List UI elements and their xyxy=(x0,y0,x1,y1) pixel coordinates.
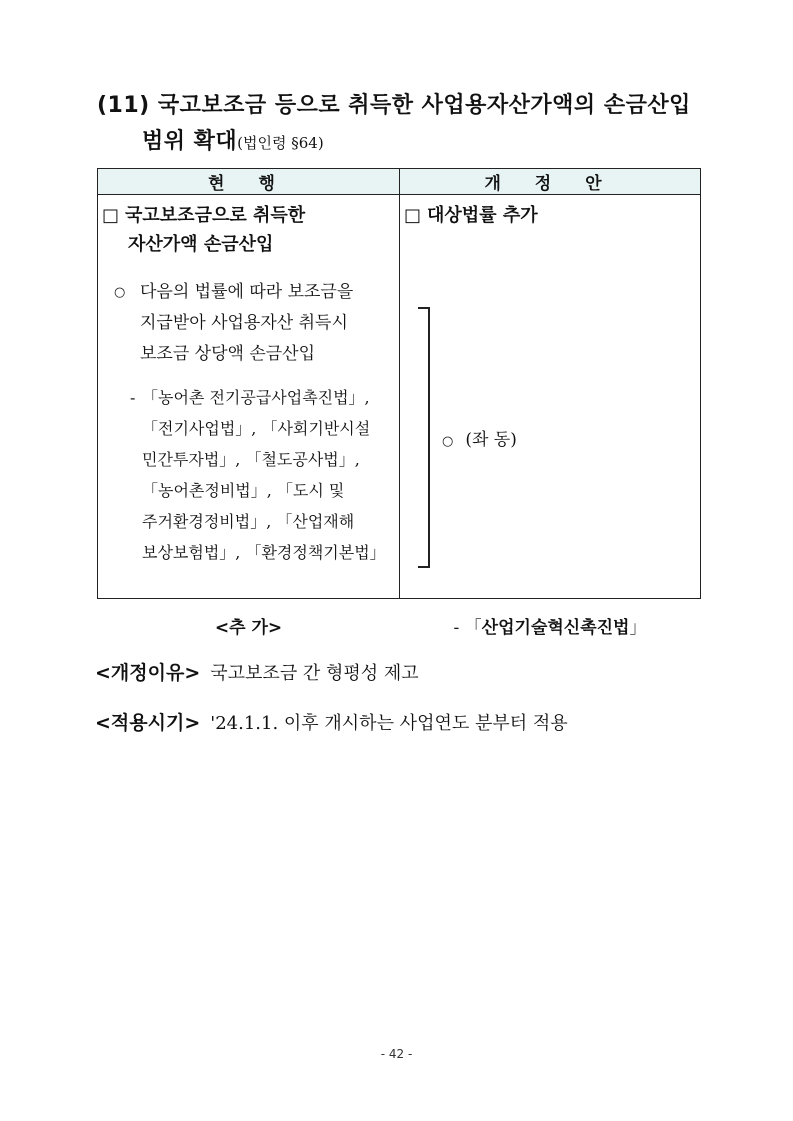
reason-label: <개정이유> xyxy=(95,662,201,684)
new-law-name: 산업기술혁신촉진법 xyxy=(481,618,630,638)
table-header-row xyxy=(98,169,701,195)
new-law-prefix: - xyxy=(453,618,465,638)
law-line: 민간투자법」, 「철도공사법」, xyxy=(142,450,360,469)
comparison-table xyxy=(97,168,701,638)
dash-marker: - xyxy=(130,388,136,407)
bullet-line: 보조금 상당액 손금산입 xyxy=(140,344,316,364)
circle-bullet-icon: ○ xyxy=(114,285,126,300)
bracket-bottom xyxy=(418,566,430,568)
law-list xyxy=(130,382,394,568)
bracket-top xyxy=(418,307,430,309)
current-heading-line2: 자산가액 손금산입 xyxy=(128,234,274,255)
section-number: (11) xyxy=(97,93,150,118)
reason-text: 국고보조금 간 형평성 제고 xyxy=(210,663,419,684)
law-line: 「농어촌정비법」, 「도시 및 xyxy=(142,481,345,500)
same-as-left xyxy=(442,425,517,450)
reason-note xyxy=(95,658,419,685)
checkbox-square-icon: □ xyxy=(404,205,422,226)
same-text: (좌 동) xyxy=(465,430,517,450)
section-title-line2: 범위 확대 xyxy=(142,129,238,154)
proposed-heading-text: 대상법률 추가 xyxy=(427,205,538,226)
new-law xyxy=(400,613,700,638)
current-heading xyxy=(102,201,399,259)
current-cell xyxy=(98,195,400,638)
proposed-heading xyxy=(404,201,700,230)
table-body-row xyxy=(98,195,701,599)
checkbox-square-icon: □ xyxy=(102,205,120,226)
current-bullet xyxy=(114,277,399,370)
proposed-cell xyxy=(400,195,701,638)
section-title-line1: 국고보조금 등으로 취득한 사업용자산가액의 손금산입 xyxy=(157,93,691,118)
page-number: - 42 - xyxy=(380,1047,413,1061)
section-title xyxy=(97,88,707,161)
law-line: 「전기사업법」, 「사회기반시설 xyxy=(142,419,371,438)
circle-bullet-icon: ○ xyxy=(442,434,454,449)
section-reference: (법인령 §64) xyxy=(237,134,324,152)
bullet-line: 지급받아 사업용자산 취득시 xyxy=(140,313,348,333)
apply-text: '24.1.1. 이후 개시하는 사업연도 분부터 적용 xyxy=(210,713,568,734)
law-line: 「농어촌 전기공급사업촉진법」, xyxy=(142,388,370,407)
law-line: 보상보험법」, 「환경정책기본법」 xyxy=(142,543,386,562)
law-line: 주거환경정비법」, 「산업재해 xyxy=(142,512,355,531)
new-law-open: 「 xyxy=(464,618,482,638)
add-label: <추 가> xyxy=(214,618,283,638)
header-proposed: 개 정 안 xyxy=(400,169,701,195)
apply-label: <적용시기> xyxy=(95,712,201,734)
bullet-line: 다음의 법률에 따라 보조금을 xyxy=(140,282,354,302)
header-current: 현 행 xyxy=(98,169,400,195)
new-law-close: 」 xyxy=(629,618,647,638)
apply-note xyxy=(95,708,568,735)
current-heading-line1: 국고보조금으로 취득한 xyxy=(125,205,306,226)
bracket-icon xyxy=(428,307,430,567)
